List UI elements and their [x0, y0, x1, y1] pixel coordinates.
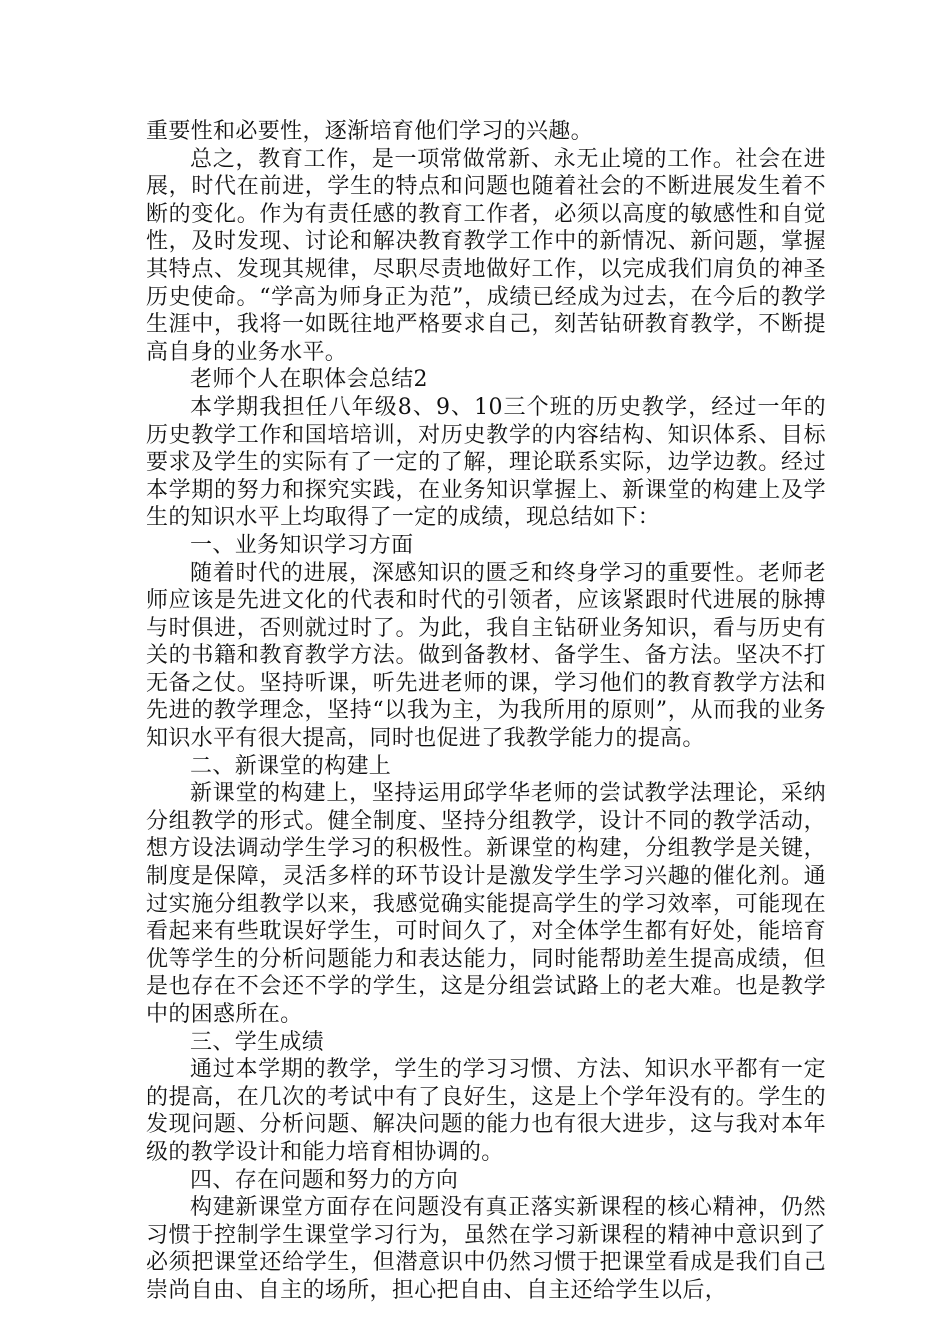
section-title-summary-2: 老师个人在职体会总结2: [190, 367, 428, 393]
paragraph-new-classroom: 新课堂的构建上，坚持运用邱学华老师的尝试教学法理论，采纳分组教学的形式。健全制度、坚持分组教学，设计不同的教学活动，想方设法调动学生学习的积极性。新课堂的构建，分组教学是关键，制度是保障，灵活多样的环节设计是激发学生学习兴趣的催化剂。通过实施分组教学以来，我感觉确实能提高学生的学习效率，可能现在看起来有些耽误好学生，可时间久了，对全体学生都有好处，能培育优等学生的分析问题能力和表达能力，同时能帮助差生提高成绩，但是也存在不会还不学的学生，这是分组尝试路上的老大难。也是教学中的困惑所在。: [146, 781, 826, 1027]
heading-student-results: 三、学生成绩: [190, 1029, 325, 1055]
heading-problems-direction: 四、存在问题和努力的方向: [190, 1167, 459, 1193]
heading-business-knowledge: 一、业务知识学习方面: [190, 532, 414, 558]
paragraph-problems-direction: 构建新课堂方面存在问题没有真正落实新课程的核心精神，仍然习惯于控制学生课堂学习行为，虽然在学习新课程的精神中意识到了必须把课堂还给学生，但潜意识中仍然习惯于把课堂看成是我们自己崇尚自由、自主的场所，担心把自由、自主还给学生以后，: [146, 1195, 826, 1303]
paragraph-business-knowledge: 随着时代的进展，深感知识的匮乏和终身学习的重要性。老师老师应该是先进文化的代表和时代的引领者，应该紧跟时代进展的脉搏与时俱进，否则就过时了。为此，我自主钻研业务知识，看与历史有关的书籍和教育教学方法。做到备教材、备学生、备方法。坚决不打无备之仗。坚持听课，听先进老师的课，学习他们的教育教学方法和先进的教学理念，坚持“以我为主，为我所用的原则”，从而我的业务知识水平有很大提高，同时也促进了我教学能力的提高。: [146, 560, 826, 752]
paragraph-student-results: 通过本学期的教学，学生的学习习惯、方法、知识水平都有一定的提高，在几次的考试中有了良好生，这是上个学年没有的。学生的发现问题、分析问题、解决问题的能力也有很大进步，这与我对本年级的教学设计和能力培育相协调的。: [146, 1057, 826, 1165]
paragraph-overview: 本学期我担任八年级8、9、10三个班的历史教学，经过一年的历史教学工作和国培培训，对历史教学的内容结构、知识体系、目标要求及学生的实际有了一定的了解，理论联系实际，边学边教。经过本学期的努力和探究实践，在业务知识掌握上、新课堂的构建上及学生的知识水平上均取得了一定的成绩，现总结如下：: [146, 394, 826, 531]
paragraph-intro-continuation: 重要性和必要性，逐渐培育他们学习的兴趣。: [146, 119, 594, 144]
heading-new-classroom: 二、新课堂的构建上: [190, 753, 392, 779]
paragraph-conclusion: 总之，教育工作，是一项常做常新、永无止境的工作。社会在进展，时代在前进，学生的特点和问题也随着社会的不断进展发生着不断的变化。作为有责任感的教育工作者，必须以高度的敏感性和自觉性，及时发现、讨论和解决教育教学工作中的新情况、新问题，掌握其特点、发现其规律，尽职尽责地做好工作，以完成我们肩负的神圣历史使命。“学高为师身正为范”，成绩已经成为过去，在今后的教学生涯中，我将一如既往地严格要求自己，刻苦钻研教育教学，不断提高自身的业务水平。: [146, 146, 826, 365]
document-page: [146, 118, 826, 1305]
